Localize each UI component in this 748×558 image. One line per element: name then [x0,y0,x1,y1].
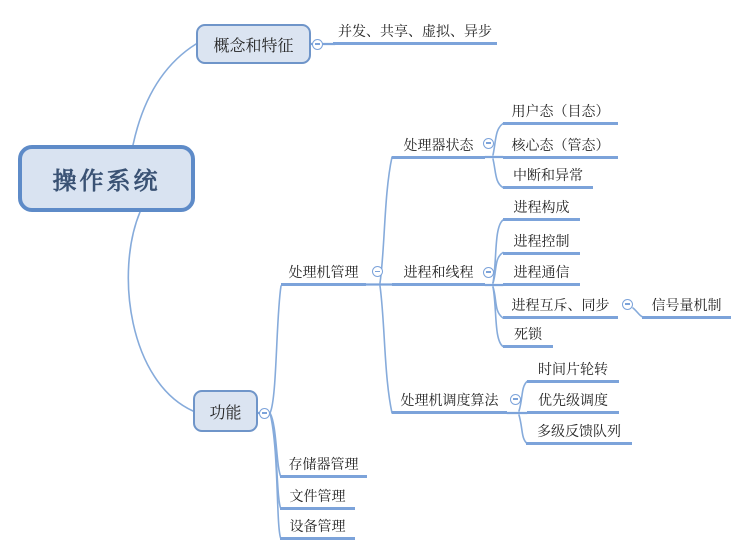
leaf-file-management[interactable]: 文件管理 [280,485,355,510]
collapse-toggle-processor-management[interactable] [372,266,383,277]
branch-concepts-box[interactable]: 概念和特征 [196,24,311,64]
root-node[interactable]: 操作系统 [18,145,195,212]
minus-icon [513,398,518,400]
collapse-toggle-process-thread[interactable] [483,267,494,278]
minus-icon [262,412,267,414]
collapse-toggle-processor-state[interactable] [483,138,494,149]
leaf-kernel-mode[interactable]: 核心态（管态） [503,134,618,159]
leaf-multilevel-feedback-queue[interactable]: 多级反馈队列 [526,420,632,445]
leaf-process-communication[interactable]: 进程通信 [503,261,580,286]
node-process-mutex-sync[interactable]: 进程互斥、同步 [503,294,618,319]
minus-icon [486,142,491,144]
minus-icon [315,43,320,45]
leaf-concurrency-features[interactable]: 并发、共享、虚拟、异步 [333,20,497,45]
minus-icon [486,271,491,273]
collapse-toggle-process-mutex[interactable] [622,299,633,310]
minus-icon [625,303,630,305]
leaf-device-management[interactable]: 设备管理 [280,515,355,540]
node-scheduling-algorithms[interactable]: 处理机调度算法 [392,389,507,414]
leaf-process-control[interactable]: 进程控制 [503,230,580,255]
branch-functions-box[interactable]: 功能 [193,390,258,432]
collapse-toggle-scheduling[interactable] [510,394,521,405]
leaf-round-robin[interactable]: 时间片轮转 [527,358,619,383]
minus-icon [375,271,380,273]
node-processor-state[interactable]: 处理器状态 [392,134,485,159]
collapse-toggle-concepts[interactable] [312,39,323,50]
leaf-priority-scheduling[interactable]: 优先级调度 [527,389,619,414]
leaf-interrupt-exception[interactable]: 中断和异常 [503,164,593,189]
node-processor-management[interactable]: 处理机管理 [281,261,366,286]
node-process-thread[interactable]: 进程和线程 [392,261,485,286]
collapse-toggle-functions[interactable] [259,408,270,419]
leaf-process-structure[interactable]: 进程构成 [503,196,580,221]
leaf-memory-management[interactable]: 存储器管理 [280,453,367,478]
leaf-deadlock[interactable]: 死锁 [503,323,553,348]
leaf-user-mode[interactable]: 用户态（目态） [503,100,618,125]
leaf-semaphore-mechanism[interactable]: 信号量机制 [642,294,731,319]
